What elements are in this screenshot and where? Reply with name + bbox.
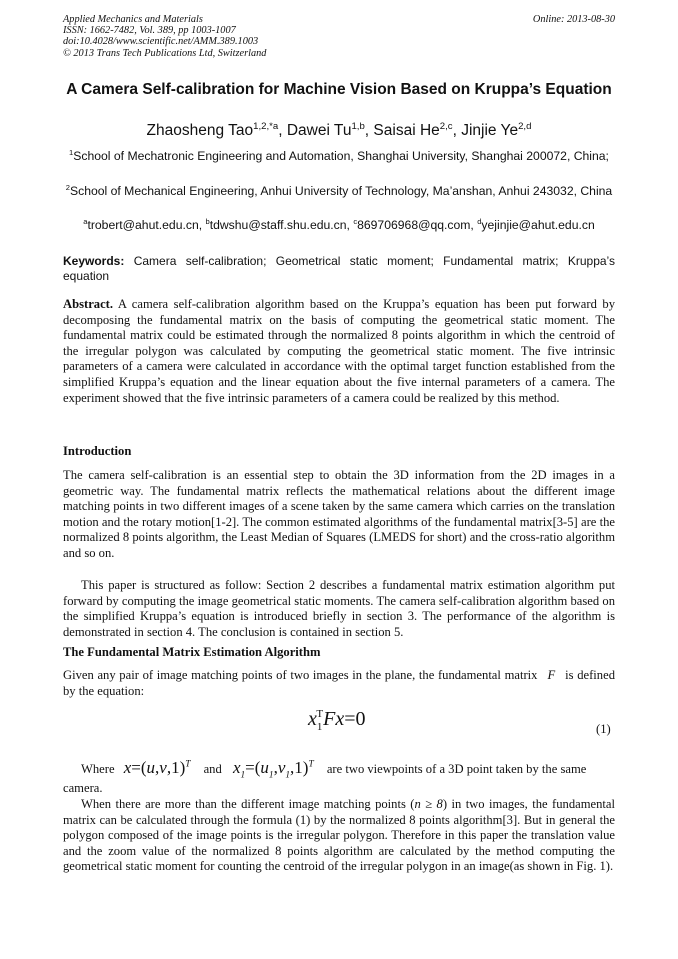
email-superscript: a (83, 216, 88, 226)
fundamental-matrix-heading: The Fundamental Matrix Estimation Algorithm (63, 645, 321, 659)
paper-title: A Camera Self-calibration for Machine Vision Based on Kruppa’s Equation (66, 81, 612, 98)
affiliation-1 (63, 148, 615, 164)
author-name: Jinjie Ye (461, 122, 519, 139)
camera-word: camera. (63, 781, 103, 795)
email-superscript: d (477, 216, 482, 226)
copyright-line: © 2013 Trans Tech Publications Ltd, Switzerland (63, 47, 267, 59)
where-line (63, 751, 615, 788)
equation-1 (0, 704, 678, 744)
author-name: Zhaosheng Tao (146, 122, 254, 139)
issn-line: ISSN: 1662-7482, Vol. 389, pp 1003-1007 (63, 25, 236, 37)
paragraph-text: ) in two images, the fundamental matrix can be calculated through the formula (1) by the normalized 8 points algorithm[3]. But in general the polygon composed of the image points is the irregular polygon. Therefore in this paper the translation value and the zoom value of the normalized 8 points algorithm are calculated by the method computing the geometrical static moment for counting the centroid of the irregular polygon in an image(as shown in Fig. 1). (63, 797, 615, 874)
where-word: Where (81, 761, 115, 776)
abstract-label: Abstract. (63, 297, 114, 311)
fundamental-paragraph-1 (63, 668, 615, 699)
author-superscript: 1,b (351, 120, 365, 132)
keywords-label: Keywords: (63, 254, 125, 268)
abstract-text: A camera self-calibration algorithm based on the Kruppa’s equation has been put forward by decomposing the fundamental matrix on the basis of computing the geometrical static moment. The fundamental matrix could be estimated through the normalized 8 points algorithm in which the centroid of the irregular polygon was calculated by computing the geometrical static moment. The five intrinsic parameters of a camera were calculated in accordance with the optimal target function established from the simplified Kruppa’s equation and the linear equation about the five internal parameters of a camera. The experiment showed that the five intrinsic parameters of a camera could be realized by this method. (63, 297, 615, 405)
introduction-heading: Introduction (63, 444, 132, 458)
abstract-paragraph (63, 297, 615, 406)
paragraph-text: When there are more than the different image matching points ( (81, 797, 415, 811)
author-superscript: 2,d (518, 120, 532, 132)
condition-formula: n ≥ 8 (414, 797, 443, 811)
vector-x1-formula: $x_1=(u_1,v_1,1)^T$ (232, 757, 314, 781)
fundamental-paragraph-2 (63, 797, 615, 875)
keywords-text: Camera self-calibration; Geometrical static moment; Fundamental matrix; Kruppa’s equation (63, 254, 615, 283)
email-list (63, 217, 615, 233)
paragraph-text: Given any pair of image matching points of two images in the plane, the fundamental matrix (63, 668, 538, 682)
author-name: Saisai He (373, 122, 440, 139)
introduction-paragraph-1: The camera self-calibration is an essential step to obtain the 3D information from the 2D images in a geometric way. The fundamental matrix reflects the mathematical relations about the different image matching points in two different images of a scene taken by the same camera which carries on the translation motion and the rotary motion[1-2]. The common estimated algorithms of the fundamental matrix[3-5] are the normalized 8 points algorithm, the Least Median of Squares (LMEDS for short) and the cross-ratio algorithm and so on. (63, 468, 615, 560)
introduction-paragraph-2: This paper is structured as follow: Section 2 describes a fundamental matrix estimation algorithm put forward by computing the image geometrical static moments. The camera self-calibration algorithm based on the simplified Kruppa’s equation is introduced briefly in section 3. The performance of the algorithm is demonstrated in section 4. The conclusion is contained in section 5. (63, 578, 615, 639)
email-link[interactable]: yejinjie@ahut.edu.cn (481, 218, 595, 232)
and-word: and (203, 761, 222, 776)
keywords-section (63, 254, 615, 284)
author-list: Zhaosheng Tao$^{1,2,*a}$, Dawei Tu$^{1,b}$, Saisai He$^{2,c}$, Jinjie Ye$^{2,d}$ (146, 120, 532, 139)
author-name: Dawei Tu (286, 122, 352, 139)
online-date: Online: 2013-08-30 (532, 14, 615, 25)
vector-x-formula: $x=(u,v,1)^T$ (123, 757, 191, 777)
matrix-symbol: F (547, 668, 556, 682)
email-superscript: b (205, 216, 210, 226)
email-link[interactable]: 869706968@qq.com, (357, 218, 474, 232)
where-continuation: are two viewpoints of a 3D point taken by the same (326, 761, 587, 776)
affiliation-text: School of Mechatronic Engineering and Automation, Shanghai University, Shanghai 200072, China; (73, 149, 609, 163)
equation-number: (1) (596, 722, 611, 736)
equation-formula: $x_1^TFx=0$ (308, 708, 366, 733)
affiliation-2 (63, 183, 615, 199)
doi-line[interactable]: doi:10.4028/www.scientific.net/AMM.389.1003 (63, 36, 259, 48)
email-superscript: c (353, 216, 358, 226)
affiliation-superscript: 2 (65, 182, 70, 192)
email-link[interactable]: tdwshu@staff.shu.edu.cn, (209, 218, 350, 232)
affiliation-superscript: 1 (69, 147, 74, 157)
journal-name: Applied Mechanics and Materials (63, 14, 203, 25)
paragraph-text: is defined by the equation: (63, 668, 615, 698)
journal-header (63, 14, 615, 59)
affiliation-text: School of Mechanical Engineering, Anhui University of Technology, Ma’anshan, Anhui 243032, China (69, 184, 613, 198)
email-link[interactable]: trobert@ahut.edu.cn, (87, 218, 203, 232)
author-superscript: 1,2,*a (253, 120, 279, 132)
author-superscript: 2,c (439, 120, 453, 132)
